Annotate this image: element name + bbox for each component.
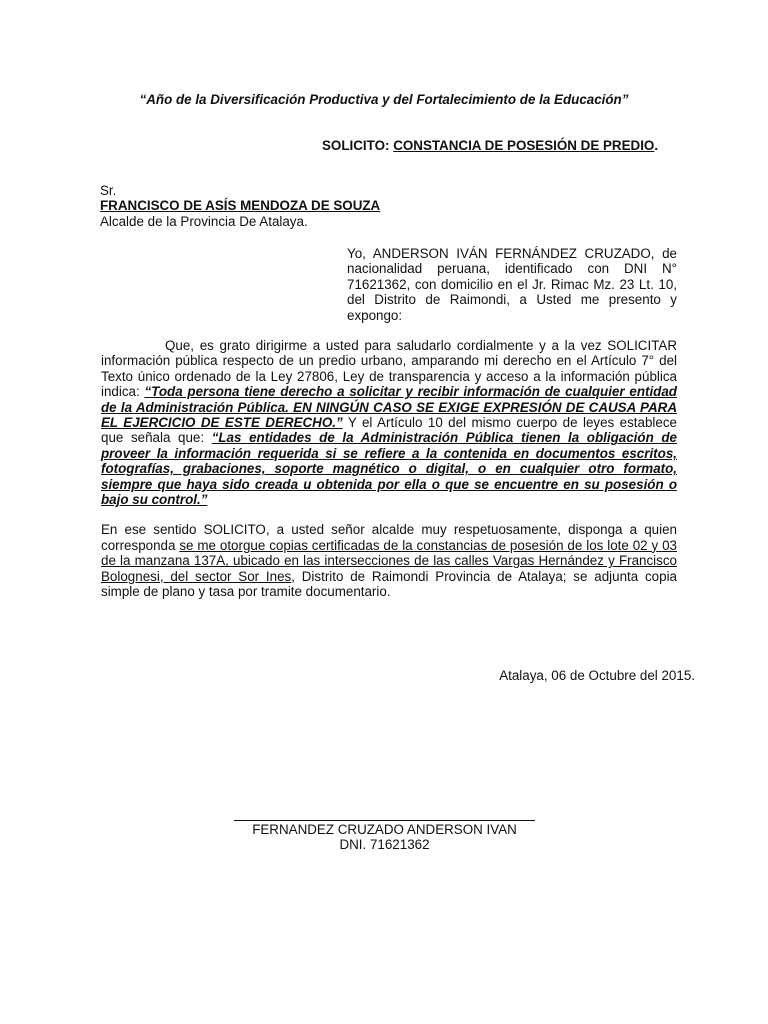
signature-block xyxy=(234,822,535,853)
paragraph2-text-b: , Distrito de Raimondi Provincia de Atalaya; se adjunta copia simple de plano y tasa por tramite documentario. xyxy=(101,568,677,600)
paragraph2-underlined: se me otorgue copias certificadas de la constancias de posesión de los lote 02 y 03 de la manzana 137A, ubicado en las intersecciones de las calles Vargas Hernández y Francisco Bolognesi, del sector Sor Ines xyxy=(101,537,677,584)
law-quote-article-7: “Toda persona tiene derecho a solicitar y recibir información de cualquier entidad de la Administración Pública. EN NINGÚN CASO SE EXIGE EXPRESIÓN DE CAUSA PARA EL EJERCICIO DE ESTE DERECHO.” xyxy=(101,384,677,431)
signer-name: FERNANDEZ CRUZADO ANDERSON IVAN xyxy=(252,822,517,837)
paragraph1-text-b: Y el Artículo 10 del mismo cuerpo de leyes establece que señala que: xyxy=(101,415,677,446)
year-title: “Año de la Diversificación Productiva y del Fortalecimiento de la Educación” xyxy=(139,92,629,107)
law-quote-article-10: “Las entidades de la Administración Pública tienen la obligación de proveer la información requerida si se refiere a la contenida en documentos escritos, fotografías, grabaciones, soporte magnético o digital, o en cualquier otro formato, siempre que haya sido creada u obtenida por ella o que se encuentre en su posesión o bajo su control.” xyxy=(101,430,677,508)
addressee-position: Alcalde de la Provincia De Atalaya. xyxy=(100,213,308,229)
intro-paragraph: Yo, ANDERSON IVÁN FERNÁNDEZ CRUZADO, de nacionalidad peruana, identificado con DNI N° 71621362, con domicilio en el Jr. Rimac Mz. 23 Lt. 10, del Distrito de Raimondi, a Usted me presento y expongo: xyxy=(347,246,677,323)
paragraph1-text-a: Que, es grato dirigirme a usted para saludarlo cordialmente y a la vez SOLICITAR información pública respecto de un predio urbano, amparando mi derecho en el Artículo 7° del Texto único ordenado de la Ley 27806, Ley de transparencia y acceso a la información pública indica: xyxy=(101,338,677,400)
signer-dni: DNI. 71621362 xyxy=(339,837,430,853)
date-line: Atalaya, 06 de Octubre del 2015. xyxy=(499,668,695,683)
letter-body xyxy=(101,338,677,600)
addressee-name: FRANCISCO DE ASÍS MENDOZA DE SOUZA xyxy=(100,198,381,214)
addressee-block xyxy=(100,183,380,229)
request-end: . xyxy=(654,138,659,153)
request-subject: CONSTANCIA DE POSESIÓN DE PREDIO xyxy=(393,138,655,153)
addressee-salutation: Sr. xyxy=(100,183,117,198)
request-line xyxy=(322,138,658,153)
signature-line xyxy=(234,820,535,821)
paragraph2-text-a: En ese sentido SOLICITO, a usted señor alcalde muy respetuosamente, disponga a quien corresponda xyxy=(101,522,677,553)
paragraph-request xyxy=(101,338,677,507)
request-label: SOLICITO: xyxy=(322,138,390,153)
paragraph-solicito xyxy=(101,522,677,599)
